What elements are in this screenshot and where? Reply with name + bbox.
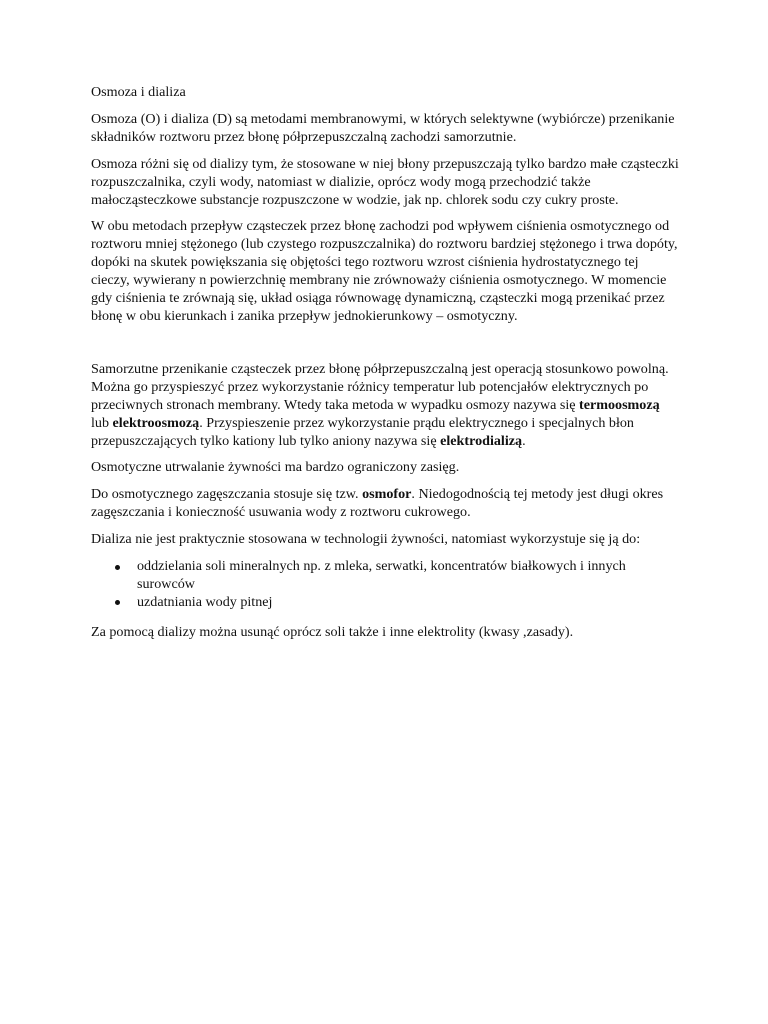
paragraph-concentration [91,486,679,522]
paragraph-preservation: Osmotyczne utrwalanie żywności ma bardzo ograniczony zasięg. [91,459,460,476]
document-title: Osmoza i dializa [91,84,186,100]
term-elektroosmoza: elektroosmozą [112,414,200,431]
term-elektrodializa: elektrodializą [440,432,523,449]
text-segment: lub [91,414,113,431]
paragraph-difference: Osmoza różni się od dializy tym, że stosowane w niej błony przepuszczają tylko bardzo małe cząsteczki rozpuszczalnika, czyli wody, natomiast w dializie, oprócz wody mogą przechodzić także małocząsteczkowe substancje rozpuszczone w wodzie, jak np. chlorek sodu czy cukry proste. [91,155,679,208]
term-osmofor: osmofor [362,486,412,503]
paragraph-dialysis-use: Dializa nie jest praktycznie stosowana w technologii żywności, natomiast wykorzystuje się ją do: [91,531,641,548]
text-segment: Samorzutne przenikanie cząsteczek przez błonę półprzepuszczalną jest operacją stosunkowo powolną. Można go przyspieszyć przez wykorzystanie różnicy temperatur lub potencjałów elektrycznych po przeciwnych stronach membrany. Wtedy taka metoda w wypadku osmozy nazywa się [91,360,669,413]
paragraph-acceleration [91,361,679,451]
list-item-text: uzdatniania wody pitnej [137,593,273,610]
list-item-text: oddzielania soli mineralnych np. z mleka, serwatki, koncentratów białkowych i innych surowców [137,558,626,592]
text-segment: . [522,432,526,449]
text-segment: . Niedogodnością tej metody jest długi okres zagęszczania i konieczność usuwania wody z roztworu cukrowego. [91,486,664,521]
bullet-icon [115,565,120,570]
paragraph-electrolytes: Za pomocą dializy można usunąć oprócz soli także i inne elektrolity (kwasy ,zasady). [91,623,574,640]
text-segment: . Przyspieszenie przez wykorzystanie prądu elektrycznego i specjalnych błon przepuszczających tylko kationy lub tylko aniony nazywa się [91,414,634,449]
list-item [91,594,679,612]
document-body [91,84,679,651]
bullet-icon [115,600,120,605]
paragraph-mechanism: W obu metodach przepływ cząsteczek przez błonę zachodzi pod wpływem ciśnienia osmotycznego od roztworu mniej stężonego (lub czystego rozpuszczalnika) do roztworu bardziej stężonego i trwa dopóty, dopóki na skutek powiększania się objętości tego roztworu wzrost ciśnienia hydrostatycznego tej cieczy, wywierany n powierzchnię membrany nie zrównoważy ciśnienia osmotycznego. W momencie gdy ciśnienia te zrównają się, układ osiąga równowagę dynamiczną, cząsteczki mogą przenikać przez błonę w obu kierunkach i zanika przepływ jednokierunkowy – osmotyczny. [91,218,678,324]
paragraph-spacer [91,335,679,361]
term-termoosmoza: termoosmozą [579,396,660,413]
paragraph-definition: Osmoza (O) i dializa (D) są metodami membranowymi, w których selektywne (wybiórcze) przenikanie składników roztworu przez błonę półprzepuszczalną zachodzi samorzutnie. [91,110,675,145]
bullet-list [91,558,679,612]
list-item [91,558,679,594]
text-segment: Do osmotycznego zagęszczania stosuje się tzw. [91,486,363,503]
